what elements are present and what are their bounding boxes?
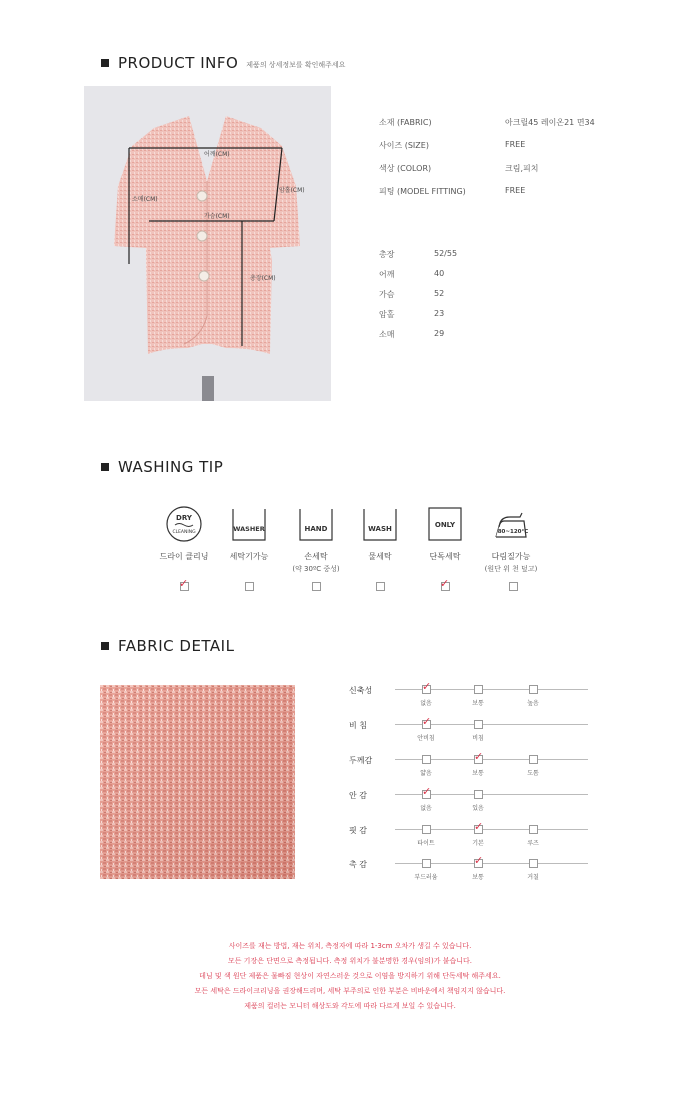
measurement-value: 29 bbox=[434, 329, 445, 338]
option-label: 없음 bbox=[420, 805, 432, 812]
product-info-heading bbox=[101, 54, 345, 72]
washer-checkbox[interactable] bbox=[245, 582, 254, 591]
measurement-table bbox=[379, 249, 579, 349]
svg-text:80~120°C: 80~120°C bbox=[497, 529, 529, 535]
spec-label: 사이즈 (SIZE) bbox=[379, 141, 429, 150]
product-photo bbox=[84, 86, 331, 401]
heading-bullet bbox=[101, 59, 109, 67]
shoulder-label: 어깨(CM) bbox=[204, 151, 230, 158]
iron-icon bbox=[492, 505, 530, 543]
stretch-option-high[interactable] bbox=[529, 685, 538, 694]
spec-label: 색상 (COLOR) bbox=[379, 164, 432, 173]
washer-icon bbox=[230, 505, 268, 543]
heading-bullet bbox=[101, 463, 109, 471]
chest-label: 가슴(CM) bbox=[204, 213, 230, 220]
check-mark-icon: ✓ bbox=[474, 820, 484, 833]
measurement-value: 52 bbox=[434, 289, 445, 298]
fabric-row-label: 안 감 bbox=[349, 791, 367, 800]
option-label: 높음 bbox=[527, 700, 539, 707]
only-wash-icon bbox=[426, 505, 464, 543]
spec-label: 피팅 (MODEL FITTING) bbox=[379, 187, 466, 196]
measurement-row bbox=[379, 289, 445, 300]
notice-line: 모든 기장은 단면으로 측정됩니다. 측정 위치가 불분명한 경우(임의)가 붙습니다. bbox=[227, 957, 473, 965]
option-label: 안비침 bbox=[417, 735, 435, 742]
spec-value: 크림,피치 bbox=[505, 164, 539, 173]
hand-wash-checkbox[interactable] bbox=[312, 582, 321, 591]
sleeve-label: 소매(CM) bbox=[132, 196, 158, 203]
svg-text:WASHER: WASHER bbox=[233, 525, 265, 533]
check-mark-icon: ✓ bbox=[422, 715, 432, 728]
wash-item-wash bbox=[345, 505, 415, 562]
wash-label: 드라이 클리닝 bbox=[159, 552, 209, 561]
wash-label: 세탁기가능 bbox=[229, 552, 269, 561]
product-info-subtitle: 제품의 상세정보를 확인해주세요 bbox=[246, 60, 346, 69]
wash-label: 다림질가능 bbox=[491, 552, 531, 561]
spec-table bbox=[379, 117, 639, 207]
notice-line: 사이즈를 재는 방법, 재는 위치, 측정자에 따라 1-3cm 오차가 생길 수 있습니다. bbox=[228, 942, 472, 950]
notice-line: 모든 세탁은 드라이크리닝을 권장해드리며, 세탁 부주의로 인한 부분은 비바운에서 책임지지 않습니다. bbox=[194, 987, 506, 995]
wash-label: 손세탁 bbox=[304, 552, 328, 561]
option-label: 있음 bbox=[472, 805, 484, 812]
wash-item-washer bbox=[214, 505, 284, 562]
option-label: 도톰 bbox=[527, 770, 539, 777]
wash-label: 단독세탁 bbox=[429, 552, 461, 561]
measurement-label: 총장 bbox=[379, 250, 395, 259]
notice-block bbox=[0, 939, 700, 1014]
product-info-title: PRODUCT INFO bbox=[118, 54, 239, 72]
wash-checkbox[interactable] bbox=[376, 582, 385, 591]
option-label: 보통 bbox=[472, 874, 484, 881]
option-label: 얇음 bbox=[420, 770, 432, 777]
option-label: 거칠 bbox=[527, 874, 539, 881]
option-label: 기본 bbox=[472, 840, 484, 847]
check-mark-icon: ✓ bbox=[474, 854, 484, 867]
measurement-label: 가슴 bbox=[379, 290, 395, 299]
thickness-option-thin[interactable] bbox=[422, 755, 431, 764]
garment-illustration bbox=[84, 86, 331, 401]
measurement-value: 52/55 bbox=[434, 249, 458, 258]
fabric-row-label: 핏 감 bbox=[349, 826, 367, 835]
fabric-row-label: 비 침 bbox=[349, 721, 367, 730]
sheer-option-yes[interactable] bbox=[474, 720, 483, 729]
check-mark-icon: ✓ bbox=[440, 577, 450, 590]
option-label: 루즈 bbox=[527, 840, 539, 847]
check-mark-icon: ✓ bbox=[474, 750, 484, 763]
wash-item-iron bbox=[476, 505, 546, 574]
wash-sublabel: (약 30ºC 중성) bbox=[292, 565, 340, 573]
wash-label: 물세탁 bbox=[368, 552, 392, 561]
option-label: 보통 bbox=[472, 700, 484, 707]
touch-option-soft[interactable] bbox=[422, 859, 431, 868]
fabric-title: FABRIC DETAIL bbox=[118, 637, 235, 655]
spec-row bbox=[379, 163, 539, 174]
dry-cleaning-icon bbox=[165, 505, 203, 543]
measurement-row bbox=[379, 329, 445, 340]
fabric-row-label: 신축성 bbox=[349, 686, 373, 695]
svg-text:ONLY: ONLY bbox=[434, 521, 456, 529]
fabric-photo bbox=[100, 685, 295, 879]
check-mark-icon: ✓ bbox=[422, 785, 432, 798]
spec-value: FREE bbox=[505, 140, 526, 149]
check-mark-icon: ✓ bbox=[422, 680, 432, 693]
check-mark-icon: ✓ bbox=[179, 577, 189, 590]
measurement-value: 40 bbox=[434, 269, 445, 278]
option-label: 타이트 bbox=[417, 840, 435, 847]
touch-option-rough[interactable] bbox=[529, 859, 538, 868]
option-label: 비침 bbox=[472, 735, 484, 742]
heading-bullet bbox=[101, 642, 109, 650]
measurement-label: 어깨 bbox=[379, 270, 395, 279]
measurement-row bbox=[379, 309, 445, 320]
lining-option-yes[interactable] bbox=[474, 790, 483, 799]
fit-option-loose[interactable] bbox=[529, 825, 538, 834]
measurement-row bbox=[379, 249, 458, 260]
length-label: 총장(CM) bbox=[250, 275, 276, 282]
measurement-value: 23 bbox=[434, 309, 445, 318]
notice-line: 데님 및 색 원단 제품은 물빠짐 현상이 자연스러운 것으로 이염을 방지하기 위해 단독세탁 해주세요. bbox=[199, 972, 501, 980]
wash-item-hand bbox=[281, 505, 351, 574]
fabric-row-label: 촉 감 bbox=[349, 860, 367, 869]
wash-sublabel: (원단 위 천 덮고) bbox=[484, 565, 538, 573]
spec-label: 소재 (FABRIC) bbox=[379, 118, 432, 127]
wash-item-only bbox=[410, 505, 480, 562]
thickness-option-thick[interactable] bbox=[529, 755, 538, 764]
svg-text:CLEANING: CLEANING bbox=[172, 530, 196, 535]
fabric-row-label: 두께감 bbox=[349, 756, 373, 765]
svg-text:HAND: HAND bbox=[304, 525, 328, 533]
stretch-option-normal[interactable] bbox=[474, 685, 483, 694]
washing-heading bbox=[101, 458, 223, 476]
measurement-label: 암홀 bbox=[379, 310, 395, 319]
option-label: 부드러움 bbox=[414, 874, 438, 881]
spec-value: 아크릴45 레이온21 면34 bbox=[505, 118, 595, 127]
iron-checkbox[interactable] bbox=[509, 582, 518, 591]
option-label: 없음 bbox=[420, 700, 432, 707]
fabric-heading bbox=[101, 637, 234, 655]
measurement-label: 소매 bbox=[379, 330, 395, 339]
spec-value: FREE bbox=[505, 186, 526, 195]
armhole-label: 암홀(CM) bbox=[279, 187, 305, 194]
wash-item-dry-cleaning bbox=[149, 505, 219, 562]
notice-line: 제품의 컬러는 모니터 해상도와 각도에 따라 다르게 보일 수 있습니다. bbox=[244, 1002, 456, 1010]
fit-option-tight[interactable] bbox=[422, 825, 431, 834]
wash-icon bbox=[361, 505, 399, 543]
spec-row bbox=[379, 117, 595, 128]
spec-row bbox=[379, 186, 526, 197]
washing-title: WASHING TIP bbox=[118, 458, 224, 476]
hand-wash-icon bbox=[297, 505, 335, 543]
spec-row bbox=[379, 140, 526, 151]
option-label: 보통 bbox=[472, 770, 484, 777]
svg-text:DRY: DRY bbox=[176, 514, 192, 522]
svg-text:WASH: WASH bbox=[368, 525, 392, 533]
measurement-row bbox=[379, 269, 445, 280]
